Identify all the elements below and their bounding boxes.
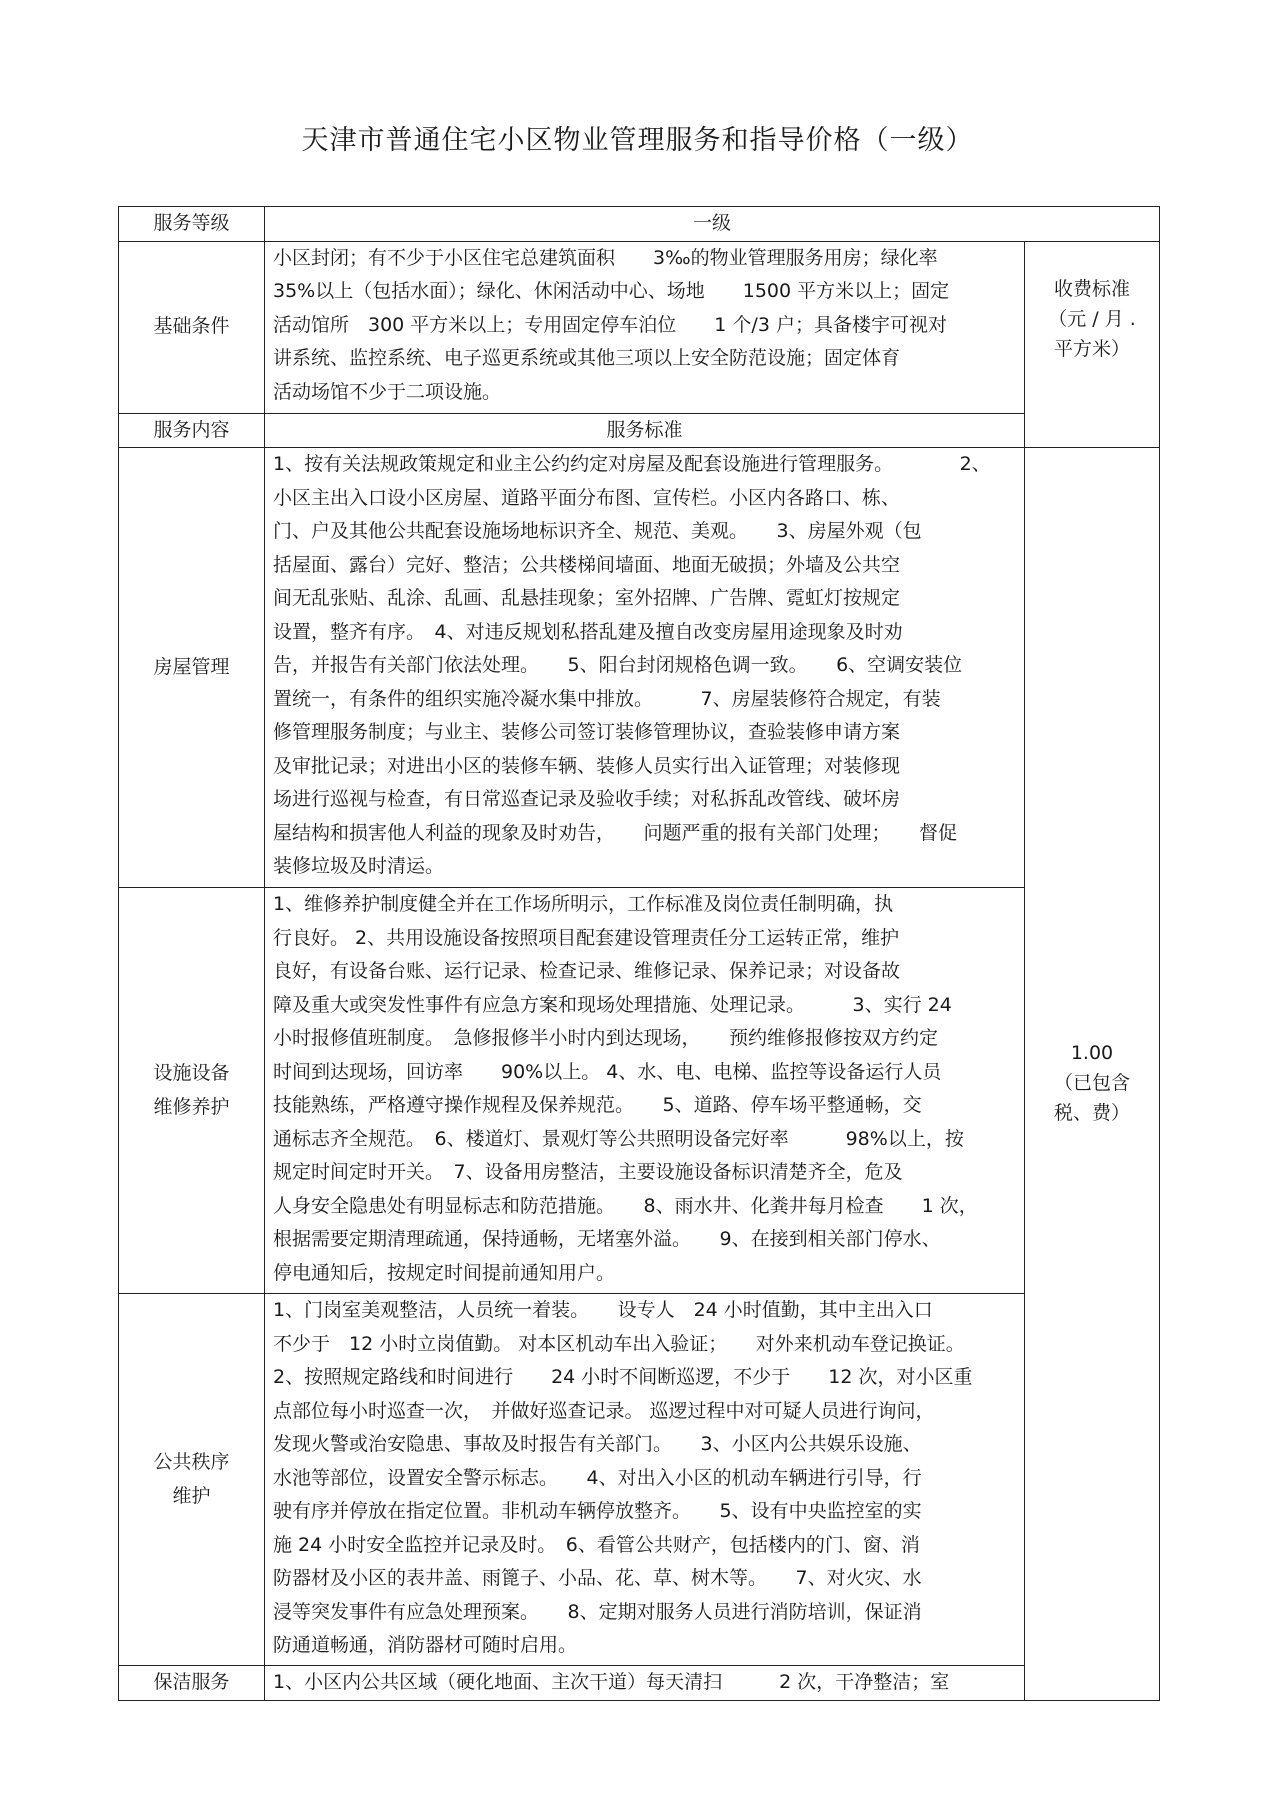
row-service-level xyxy=(119,207,1160,242)
basic-conditions-label: 基础条件 xyxy=(119,241,265,413)
section-content xyxy=(265,1294,1025,1666)
content-line: 良好，有设备台账、运行记录、检查记录、维修记录、保养记录；对设备故 xyxy=(273,960,901,982)
section-label: 设施设备 维修养护 xyxy=(119,888,265,1294)
row-cleaning-service xyxy=(119,1666,1160,1701)
content-line: 小时报修值班制度。 急修报修半小时内到达现场， 预约维修报修按双方约定 xyxy=(273,1027,939,1049)
content-line: 装修垃圾及时清运。 xyxy=(273,855,445,877)
fee-label-line: 平方米） xyxy=(1054,337,1131,360)
content-line: 间无乱张贴、乱涂、乱画、乱悬挂现象；室外招牌、广告牌、霓虹灯按规定 xyxy=(273,587,901,609)
basic-line: 小区封闭；有不少于小区住宅总建筑面积 3‰的物业管理服务用房；绿化率 xyxy=(273,246,938,269)
content-line: 屋结构和损害他人利益的现象及时劝告， 问题严重的报有关部门处理； 督促 xyxy=(273,821,958,844)
service-level-label: 服务等级 xyxy=(119,207,265,242)
content-line: 1、小区内公共区域（硬化地面、主次干道）每天清扫 2 次，干净整洁；室 xyxy=(273,1671,950,1693)
content-line: 通标志齐全规范。 6、楼道灯、景观灯等公共照明设备完好率 98%以上，按 xyxy=(273,1127,964,1150)
price-cell xyxy=(1025,448,1160,1701)
row-service-content-header xyxy=(119,413,1160,448)
content-line: 规定时间定时开关。 7、设备用房整洁，主要设施设备标识清楚齐全，危及 xyxy=(273,1161,903,1183)
content-line: 防通道畅通，消防器材可随时启用。 xyxy=(273,1634,578,1656)
fee-label-line: （元 / 月 . xyxy=(1048,307,1136,330)
content-line: 障及重大或突发性事件有应急方案和现场处理措施、处理记录。 3、实行 24 xyxy=(273,993,952,1016)
section-label: 保洁服务 xyxy=(119,1666,265,1701)
content-line: 人身安全隐患处有明显标志和防范措施。 8、雨水井、化粪井每月检查 1 次， xyxy=(273,1194,978,1217)
content-line: 1、维修养护制度健全并在工作场所明示，工作标准及岗位责任制明确，执 xyxy=(273,893,894,915)
content-line: 停电通知后，按规定时间提前通知用户。 xyxy=(273,1261,616,1284)
content-line: 时间到达现场，回访率 90%以上。 4、水、电、电梯、监控等设备运行人员 xyxy=(273,1060,942,1083)
basic-line: 35%以上（包括水面）；绿化、休闲活动中心、场地 1500 平方米以上；固定 xyxy=(273,280,950,302)
content-line: 2、按照规定路线和时间进行 24 小时不间断巡逻，不少于 12 次，对小区重 xyxy=(273,1366,973,1388)
content-line: 门、户及其他公共配套设施场地标识齐全、规范、美观。 3、房屋外观（包 xyxy=(273,520,922,542)
section-content xyxy=(265,1666,1025,1701)
price-value: 1.00 xyxy=(1070,1042,1114,1064)
service-price-table xyxy=(118,206,1160,1701)
content-line: 技能熟练，严格遵守操作规程及保养规范。 5、道路、停车场平整通畅，交 xyxy=(273,1094,922,1116)
price-note: 税、费） xyxy=(1054,1102,1131,1124)
content-line: 括屋面、露台）完好、整洁；公共楼梯间墙面、地面无破损；外墙及公共空 xyxy=(273,553,901,576)
service-standard-label: 服务标准 xyxy=(265,413,1025,448)
section-content xyxy=(265,888,1025,1294)
content-line: 置统一，有条件的组织实施冷凝水集中排放。 7、房屋装修符合规定，有装 xyxy=(273,687,941,710)
content-line: 及审批记录；对进出小区的装修车辆、装修人员实行出入证管理；对装修现 xyxy=(273,754,901,777)
content-line: 施 24 小时安全监控并记录及时。 6、看管公共财产，包括楼内的门、窗、消 xyxy=(273,1533,920,1556)
content-line: 场进行巡视与检查，有日常巡查记录及验收手续；对私拆乱改管线、破坏房 xyxy=(273,788,901,810)
row-basic-conditions xyxy=(119,241,1160,413)
row-housing-management xyxy=(119,448,1160,888)
content-line: 1、门岗室美观整洁，人员统一着装。 设专人 24 小时值勤，其中主出入口 xyxy=(273,1299,933,1321)
basic-line: 讲系统、监控系统、电子巡更系统或其他三项以上安全防范设施；固定体育 xyxy=(273,347,901,369)
price-note: （已包含 xyxy=(1054,1072,1131,1094)
section-label: 公共秩序 维护 xyxy=(119,1294,265,1666)
service-content-label: 服务内容 xyxy=(119,413,265,448)
service-level-value: 一级 xyxy=(265,207,1160,242)
content-line: 行良好。 2、共用设施设备按照项目配套建设管理责任分工运转正常，维护 xyxy=(273,926,900,949)
content-line: 1、按有关法规政策规定和业主公约约定对房屋及配套设施进行管理服务。 2、 xyxy=(273,453,991,475)
content-line: 防器材及小区的表井盖、雨篦子、小品、花、草、树木等。 7、对火灾、水 xyxy=(273,1567,922,1589)
row-public-order xyxy=(119,1294,1160,1666)
content-line: 修管理服务制度；与业主、装修公司签订装修管理协议，查验装修申请方案 xyxy=(273,721,901,743)
section-label: 房屋管理 xyxy=(119,448,265,888)
content-line: 小区主出入口设小区房屋、道路平面分布图、宣传栏。小区内各路口、栋、 xyxy=(273,486,901,509)
page-title: 天津市普通住宅小区物业管理服务和指导价格（一级） xyxy=(301,125,974,156)
section-content xyxy=(265,448,1025,888)
content-line: 水池等部位，设置安全警示标志。 4、对出入小区的机动车辆进行引导，行 xyxy=(273,1466,922,1489)
content-line: 设置，整齐有序。 4、对违反规划私搭乱建及擅自改变房屋用途现象及时劝 xyxy=(273,620,903,643)
content-line: 点部位每小时巡查一次， 并做好巡查记录。 巡逻过程中对可疑人员进行询问， xyxy=(273,1399,935,1422)
content-line: 根据需要定期清理疏通，保持通畅，无堵塞外溢。 9、在接到相关部门停水、 xyxy=(273,1228,941,1250)
row-facility-maintenance xyxy=(119,888,1160,1294)
content-line: 浸等突发事件有应急处理预案。 8、定期对服务人员进行消防培训，保证消 xyxy=(273,1600,922,1623)
basic-line: 活动馆所 300 平方米以上；专用固定停车泊位 1 个/3 户；具备楼宇可视对 xyxy=(273,313,947,336)
basic-conditions-content xyxy=(265,241,1025,413)
fee-standard-header xyxy=(1025,241,1160,448)
fee-label-line: 收费标准 xyxy=(1054,277,1131,300)
content-line: 驶有序并停放在指定位置。非机动车辆停放整齐。 5、设有中央监控室的实 xyxy=(273,1500,922,1522)
basic-line: 活动场馆不少于二项设施。 xyxy=(273,380,502,403)
content-line: 不少于 12 小时立岗值勤。 对本区机动车出入验证； 对外来机动车登记换证。 xyxy=(273,1332,965,1355)
content-line: 发现火警或治安隐患、事故及时报告有关部门。 3、小区内公共娱乐设施、 xyxy=(273,1433,922,1455)
content-line: 告，并报告有关部门依法处理。 5、阳台封闭规格色调一致。 6、空调安装位 xyxy=(273,654,963,676)
